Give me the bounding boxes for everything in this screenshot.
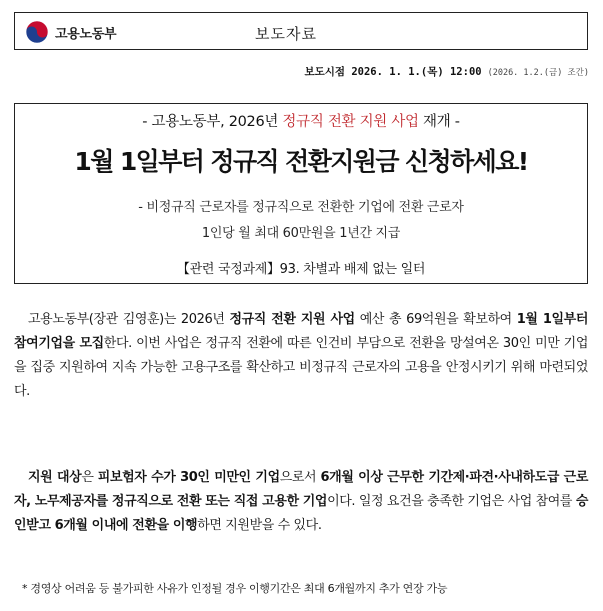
summary-box [14, 103, 588, 284]
emphasis-text: 피보험자 수가 30인 미만인 기업 [97, 470, 280, 485]
emphasis-text: 6개월 이상 근무한 기간제·파견·사내하도급 근로자, 노무제공자를 정규직으로 전환 또는 직접 고용한 기업 [14, 470, 588, 509]
body-paragraph-2 [14, 466, 588, 538]
emphasis-text: 승인받고 6개월 이내에 전환을 이행 [14, 494, 588, 533]
body-text: 하면 지원받을 수 있다. [197, 518, 322, 533]
ministry-logo [25, 19, 116, 45]
emphasis-text: 1월 1일부터 참여기업을 모집 [14, 312, 588, 351]
headline: 1월 1일부터 정규직 전환지원금 신청하세요! [74, 147, 528, 176]
body-text: 한다. 이번 사업은 정규직 전환에 따른 인건비 부담으로 전환을 망설여온 30인 미만 기업을 집중 지원하여 지속 가능한 고용구조를 확산하고 비정규직 근로자의 고용을 안정시키기 위해 마련되었다. [14, 336, 588, 399]
body-text: 고용노동부(장관 김영훈)는 2026년 [28, 312, 230, 327]
body-text: 예산 총 69억원을 확보하여 [354, 312, 517, 327]
release-time [304, 64, 589, 79]
body-text: 은 [81, 470, 98, 485]
taegeuk-logo-icon [25, 20, 49, 44]
body-text: 이다. 일정 요건을 충족한 기업은 사업 참여를 [327, 494, 576, 509]
related-task: 【관련 국정과제】93. 차별과 배제 없는 일터 [176, 262, 426, 277]
header-box [14, 12, 588, 50]
release-note: (2026. 1.2.(금) 조간) [487, 68, 589, 78]
subhead-highlight: 정규직 전환 지원 사업 [282, 114, 419, 130]
page-title: 보도자료 [255, 25, 317, 43]
subheadline [15, 110, 587, 131]
body-paragraph-1 [14, 308, 588, 404]
summary-desc-line2: 1인당 월 최대 60만원을 1년간 지급 [201, 226, 401, 241]
body-text: 으로서 [279, 470, 321, 485]
emphasis-text: 정규직 전환 지원 사업 [229, 312, 355, 327]
footnote: * 경영상 어려움 등 불가피한 사유가 인정될 경우 이행기간은 최대 6개월까지 추가 연장 가능 [22, 582, 448, 595]
release-label: 보도시점 2026. 1. 1.(목) 12:00 [304, 66, 482, 78]
subhead-suffix: 재개 - [418, 114, 460, 130]
logo-text: 고용노동부 [55, 26, 117, 42]
subhead-prefix: - 고용노동부, 2026년 [142, 114, 283, 130]
summary-desc-line1: - 비정규직 근로자를 정규직으로 전환한 기업에 전환 근로자 [138, 200, 464, 215]
emphasis-text: 지원 대상 [28, 470, 82, 485]
